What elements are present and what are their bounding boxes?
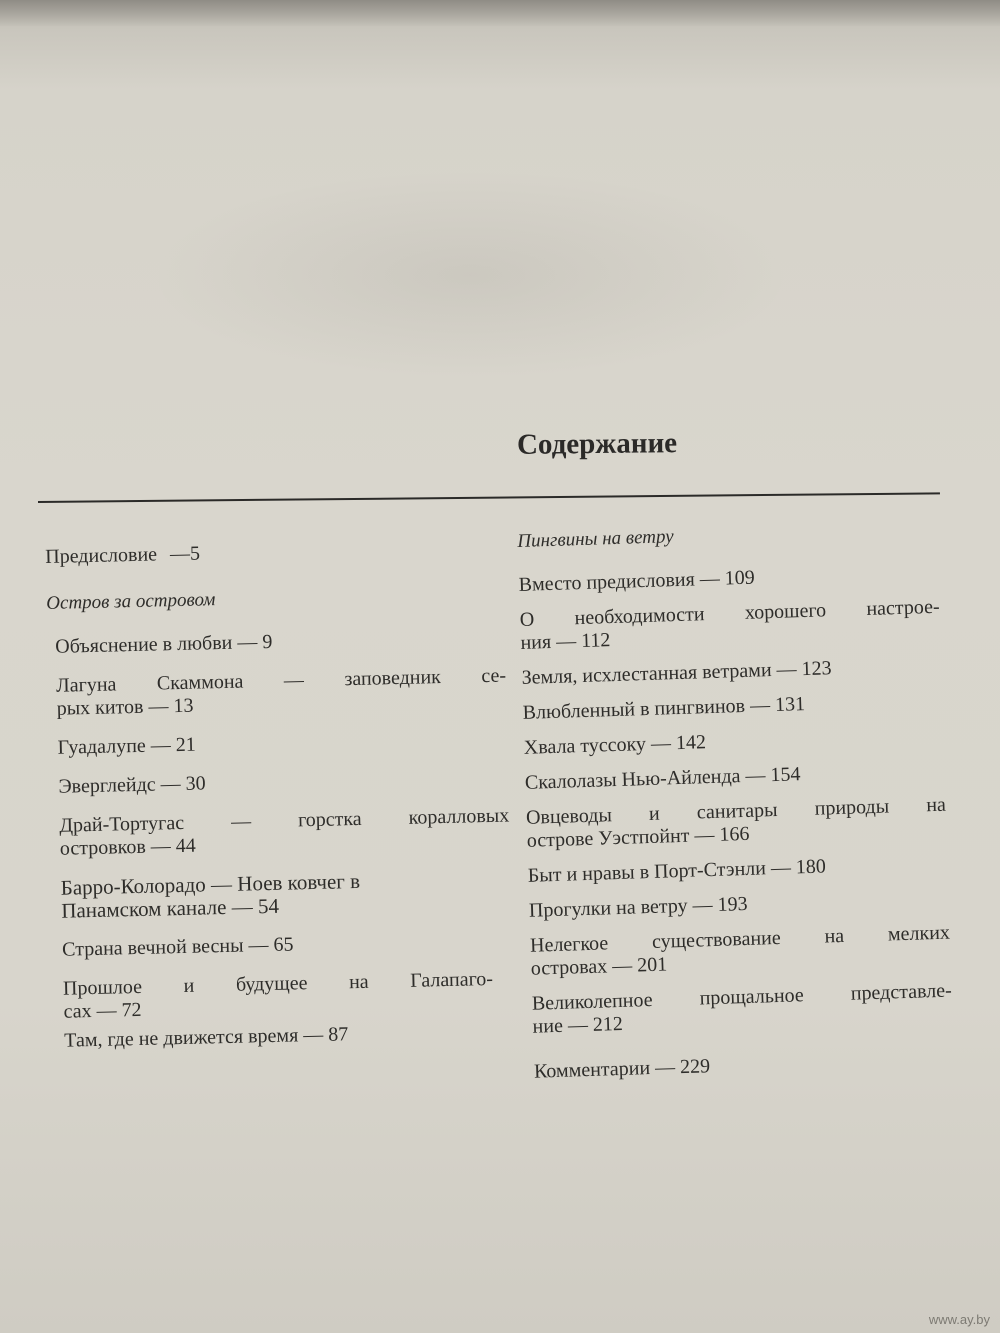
toc-entry-text: Предисловие <box>45 543 158 568</box>
toc-entry <box>55 626 505 659</box>
toc-entry <box>528 852 949 888</box>
toc-entry-line: сах — 72 <box>63 998 142 1023</box>
toc-entry <box>524 724 945 760</box>
toc-entry-line: Скалолазы Нью-Айленда — 154 <box>524 763 801 794</box>
toc-entry <box>56 665 507 721</box>
toc-entry <box>532 980 953 1039</box>
toc-preface <box>45 536 503 569</box>
toc-entry-line: Быт и нравы в Порт-Стэнли — 180 <box>527 855 827 887</box>
toc-entry-line: Хвала туссоку — 142 <box>523 731 707 759</box>
toc-entry <box>529 887 950 923</box>
toc-entry-line: ния — 112 <box>520 629 611 654</box>
toc-entry-line: Прошлое и будущее на Галапаго- <box>62 967 494 1000</box>
page-top-edge <box>0 0 1000 26</box>
toc-entry-line: Панамском канале — 54 <box>61 893 280 923</box>
toc-entry <box>522 689 943 725</box>
toc-entry <box>526 794 947 853</box>
toc-page-number: —5 <box>169 542 201 566</box>
toc-entry-line: Страна вечной весны — 65 <box>61 933 294 961</box>
toc-entry-line: Влюбленный в пингвинов — 131 <box>522 693 806 724</box>
toc-entry <box>530 922 951 981</box>
toc-entry-line: острове Уэстпойнт — 166 <box>526 822 750 852</box>
toc-entry-line: Комментарии — 229 <box>533 1055 711 1083</box>
toc-entry <box>521 654 942 690</box>
toc-entry-line: Лагуна Скаммона — заповедник се- <box>55 664 507 697</box>
toc-entry <box>534 1048 955 1084</box>
toc-entry-line: Нелегкое существование на мелких <box>529 921 951 957</box>
toc-entry-line: Объяснение в любви — 9 <box>55 630 273 658</box>
toc-entry-line: Драй-Тортугас — горстка коралловых <box>59 804 510 837</box>
toc-entry-line: островков — 44 <box>59 834 197 860</box>
toc-entry-line: Овцеводы и санитары природы на <box>525 793 947 829</box>
toc-right-column <box>517 517 954 1084</box>
toc-entry-line: Прогулки на ветру — 193 <box>528 892 748 922</box>
toc-entry <box>519 596 940 655</box>
toc-entry <box>64 1019 514 1052</box>
toc-entry-line: Гуадалупе — 21 <box>57 733 196 759</box>
section-title: Остров за островом <box>46 589 216 614</box>
toc-entry-line: Вместо предисловия — 109 <box>518 566 756 596</box>
toc-entry-line: Барро-Колорадо — Ноев ковчег в <box>60 868 361 900</box>
toc-entry-line: Эверглейдс — 30 <box>58 772 206 798</box>
toc-entry-line: Земля, исхлестанная ветрами — 123 <box>521 657 832 689</box>
show-through-print <box>150 170 790 380</box>
toc-entry-line: островах — 201 <box>530 953 668 980</box>
toc-entry <box>62 929 512 962</box>
toc-entry-line: ние — 212 <box>532 1012 624 1038</box>
toc-entry <box>525 759 946 795</box>
toc-entry-line: О необходимости хорошего настрое- <box>519 595 940 631</box>
toc-left-column <box>45 536 514 1053</box>
toc-entry-line: Там, где не движется время — 87 <box>63 1023 349 1052</box>
toc-entry <box>57 727 507 760</box>
title-rule <box>38 492 940 503</box>
toc-entry <box>58 766 508 799</box>
watermark: www.ay.by <box>928 1312 990 1327</box>
toc-entry-line: рых китов — 13 <box>56 694 194 720</box>
toc-entry-line: Великолепное прощальное представле- <box>531 979 953 1015</box>
toc-entry <box>518 561 939 597</box>
page-title: Содержание <box>516 427 678 461</box>
toc-entry <box>63 967 514 1023</box>
toc-entry <box>61 867 512 923</box>
section-title: Пингвины на ветру <box>517 526 674 552</box>
toc-entry <box>59 805 510 861</box>
